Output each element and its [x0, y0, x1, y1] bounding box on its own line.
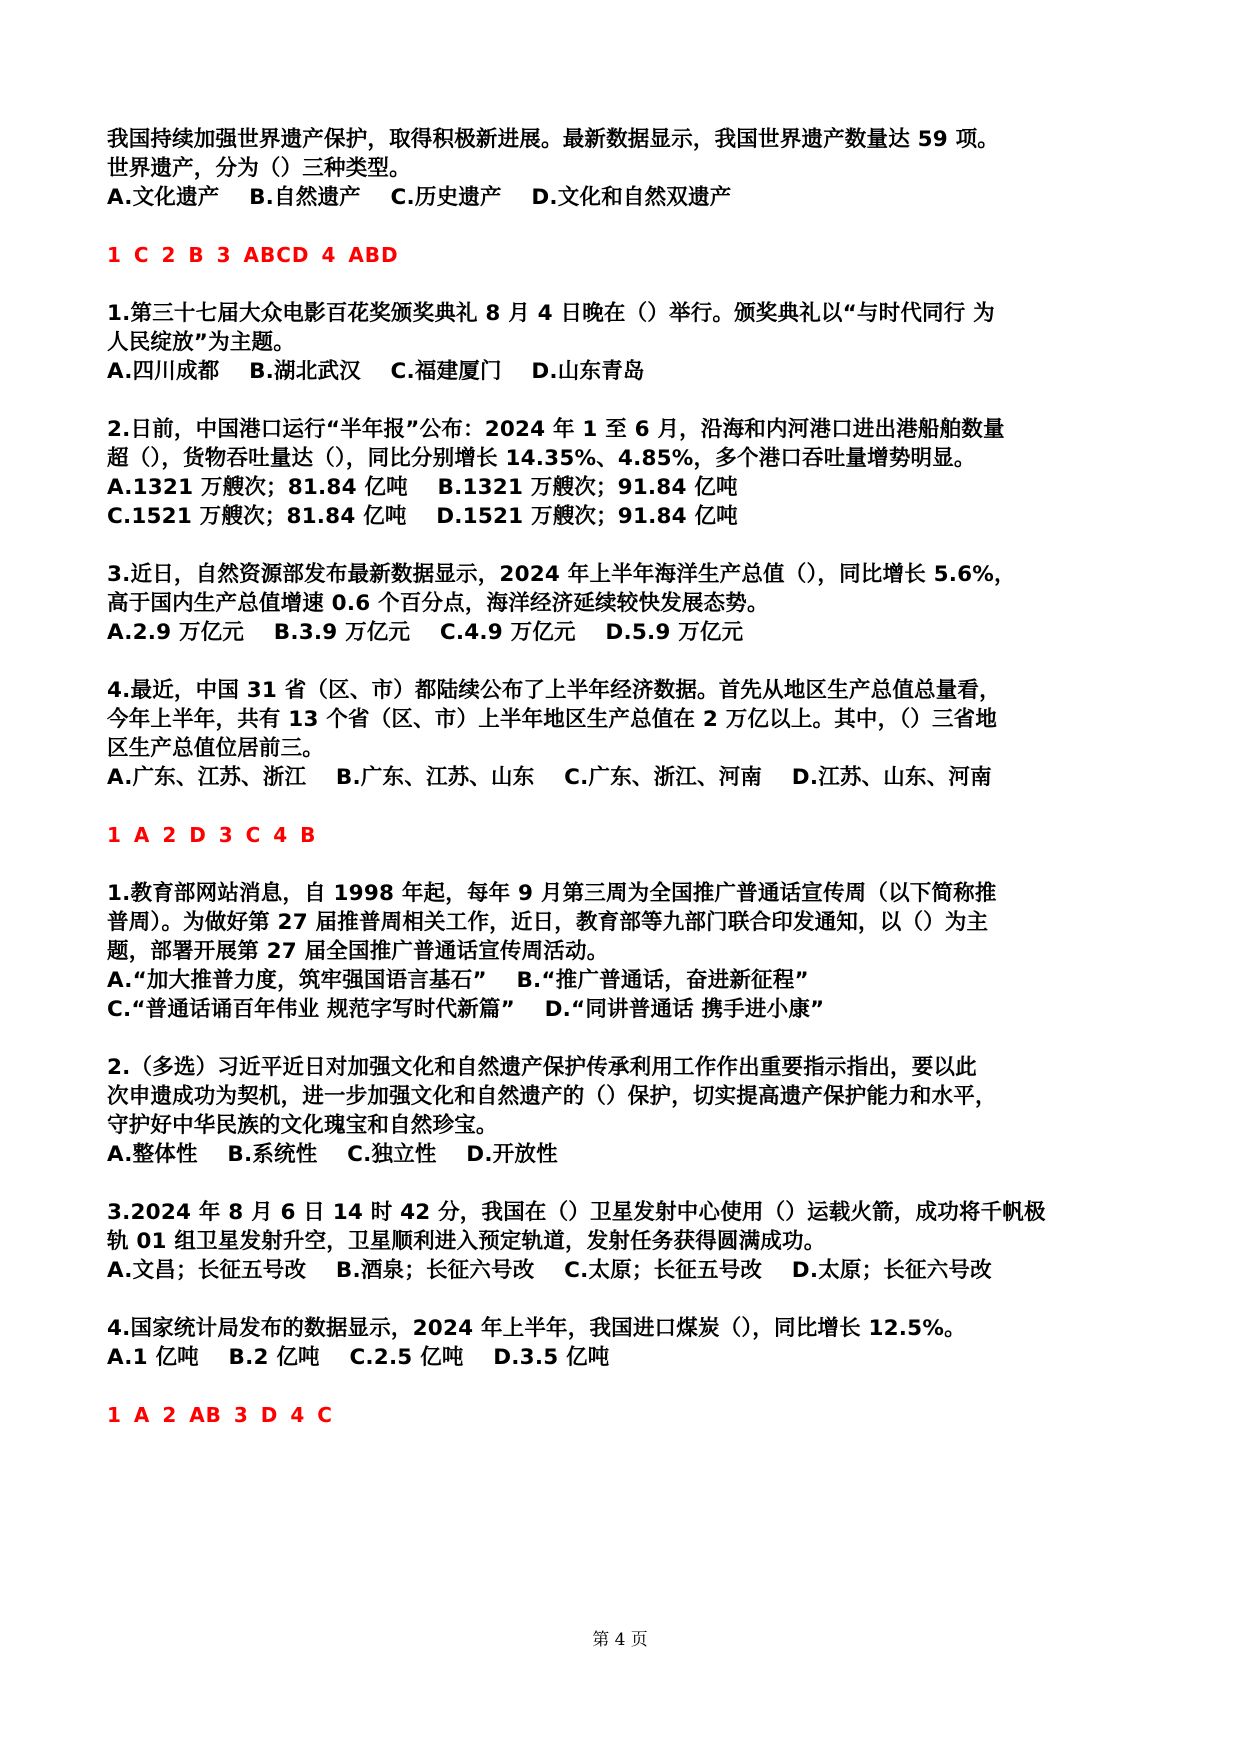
question-s2-q4 [107, 676, 1017, 792]
question-s2-q3 [107, 560, 1017, 647]
option-c: C.独立性 [347, 1142, 437, 1167]
question-text-line: 区生产总值位居前三。 [107, 736, 325, 761]
option-d: D.山东青岛 [531, 359, 645, 384]
option-c: C.1521 万艘次；81.84 亿吨 [107, 504, 407, 529]
question-intro [107, 125, 1017, 212]
options-row [107, 995, 1017, 1024]
options-row [107, 966, 1017, 995]
option-b: B.湖北武汉 [249, 359, 361, 384]
question-s2-q1 [107, 299, 1017, 386]
options-row [107, 183, 1017, 212]
answer-key: 1 A 2 D 3 C 4 B [107, 823, 317, 847]
option-d: D.3.5 亿吨 [493, 1345, 610, 1370]
option-c: C.2.5 亿吨 [349, 1345, 464, 1370]
answer-key: 1 A 2 AB 3 D 4 C [107, 1403, 333, 1427]
question-s3-q4 [107, 1314, 1017, 1372]
option-a: A.1321 万艘次；81.84 亿吨 [107, 475, 408, 500]
question-text-line: 人民绽放”为主题。 [107, 330, 295, 355]
option-a: A.文昌；长征五号改 [107, 1258, 307, 1283]
options-row [107, 618, 1017, 647]
option-b: B.2 亿吨 [228, 1345, 320, 1370]
option-a: A.1 亿吨 [107, 1345, 199, 1370]
option-a: A.“加大推普力度，筑牢强国语言基石” [107, 968, 487, 993]
question-text-line: 我国持续加强世界遗产保护，取得积极新进展。最新数据显示，我国世界遗产数量达 59 项。 [107, 127, 999, 152]
options-row [107, 763, 1017, 792]
question-text-line: 3.近日，自然资源部发布最新数据显示，2024 年上半年海洋生产总值（），同比增长 5.6%， [107, 562, 1016, 587]
option-c: C.福建厦门 [390, 359, 502, 384]
question-text-line: 普周）。为做好第 27 届推普周相关工作，近日，教育部等九部门联合印发通知，以（）为主 [107, 910, 989, 935]
question-text-line: 轨 01 组卫星发射升空，卫星顺利进入预定轨道，发射任务获得圆满成功。 [107, 1229, 826, 1254]
answer-key: 1 C 2 B 3 ABCD 4 ABD [107, 243, 399, 267]
question-text-line: 1.第三十七届大众电影百花奖颁奖典礼 8 月 4 日晚在（）举行。颁奖典礼以“与时代同行 为 [107, 301, 995, 326]
question-s3-q2 [107, 1053, 1017, 1169]
document-page [107, 125, 1046, 1459]
question-s3-q3 [107, 1198, 1046, 1285]
option-d: D.江苏、山东、河南 [791, 765, 992, 790]
question-text-line: 1.教育部网站消息，自 1998 年起，每年 9 月第三周为全国推广普通话宣传周（以下简称推 [107, 881, 997, 906]
option-c: C.4.9 万亿元 [439, 620, 576, 645]
question-text-line: 2.（多选）习近平近日对加强文化和自然遗产保护传承利用工作作出重要指示指出，要以此 [107, 1055, 977, 1080]
question-text-line: 次申遗成功为契机，进一步加强文化和自然遗产的（）保护，切实提高遗产保护能力和水平， [107, 1084, 997, 1109]
question-text-line: 4.国家统计局发布的数据显示，2024 年上半年，我国进口煤炭（），同比增长 12.5%。 [107, 1316, 966, 1341]
options-row [107, 473, 1017, 502]
option-d: D.1521 万艘次；91.84 亿吨 [436, 504, 738, 529]
question-text-line: 3.2024 年 8 月 6 日 14 时 42 分，我国在（）卫星发射中心使用（）运载火箭，成功将千帆极 [107, 1200, 1046, 1225]
question-text-line: 超（），货物吞吐量达（），同比分别增长 14.35%、4.85%，多个港口吞吐量增势明显。 [107, 446, 976, 471]
option-d: D.开放性 [466, 1142, 558, 1167]
page-number: 第 4 页 [592, 1630, 648, 1650]
option-c: C.太原；长征五号改 [564, 1258, 763, 1283]
options-row [107, 1140, 1017, 1169]
option-d: D.“同讲普通话 携手进小康” [544, 997, 825, 1022]
option-b: B.系统性 [227, 1142, 318, 1167]
option-a: A.文化遗产 [107, 185, 220, 210]
question-text-line: 4.最近，中国 31 省（区、市）都陆续公布了上半年经济数据。首先从地区生产总值总量看， [107, 678, 1001, 703]
option-b: B.广东、江苏、山东 [335, 765, 535, 790]
options-row [107, 1256, 1017, 1285]
option-b: B.3.9 万亿元 [273, 620, 411, 645]
question-text-line: 高于国内生产总值增速 0.6 个百分点，海洋经济延续较快发展态势。 [107, 591, 769, 616]
option-d: D.5.9 万亿元 [605, 620, 744, 645]
options-row [107, 502, 1017, 531]
question-s3-q1 [107, 879, 1017, 1024]
option-d: D.文化和自然双遗产 [531, 185, 732, 210]
options-row [107, 357, 1017, 386]
option-a: A.整体性 [107, 1142, 198, 1167]
option-c: C.广东、浙江、河南 [564, 765, 763, 790]
option-d: D.太原；长征六号改 [791, 1258, 992, 1283]
question-text-line: 今年上半年，共有 13 个省（区、市）上半年地区生产总值在 2 万亿以上。其中，（）三省地 [107, 707, 998, 732]
option-b: B.酒泉；长征六号改 [335, 1258, 535, 1283]
option-c: C.“普通话诵百年伟业 规范字写时代新篇” [107, 997, 515, 1022]
question-text-line: 题，部署开展第 27 届全国推广普通话宣传周活动。 [107, 939, 609, 964]
option-a: A.广东、江苏、浙江 [107, 765, 307, 790]
option-a: A.四川成都 [107, 359, 220, 384]
option-a: A.2.9 万亿元 [107, 620, 245, 645]
question-text-line: 2.日前，中国港口运行“半年报”公布：2024 年 1 至 6 月，沿海和内河港口进出港船舶数量 [107, 417, 1005, 442]
question-text-line: 守护好中华民族的文化瑰宝和自然珍宝。 [107, 1113, 498, 1138]
option-b: B.“推广普通话，奋进新征程” [516, 968, 809, 993]
option-b: B.自然遗产 [249, 185, 361, 210]
question-text-line: 世界遗产，分为（）三种类型。 [107, 156, 411, 181]
question-s2-q2 [107, 415, 1017, 531]
option-c: C.历史遗产 [390, 185, 502, 210]
option-b: B.1321 万艘次；91.84 亿吨 [437, 475, 738, 500]
options-row [107, 1343, 1017, 1372]
